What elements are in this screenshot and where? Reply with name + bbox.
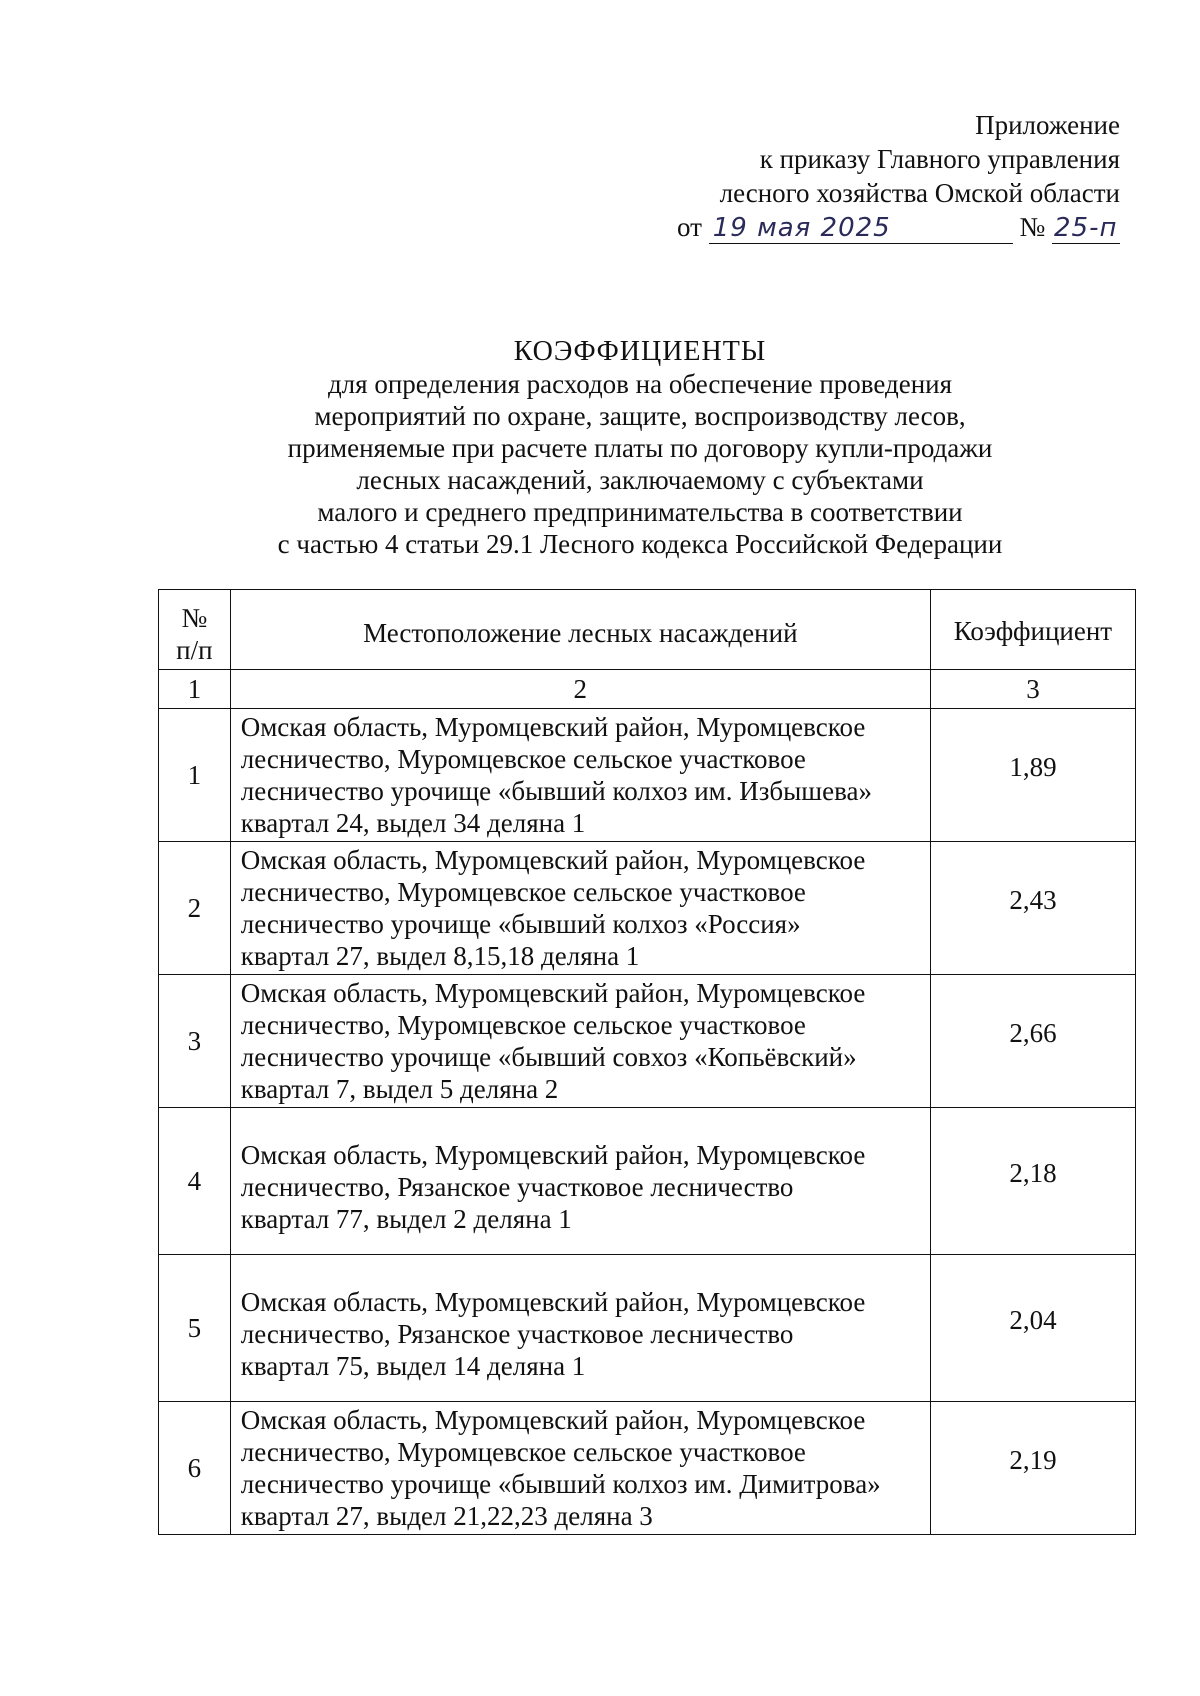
number-prefix: № <box>1019 212 1046 242</box>
header-location: Местоположение лесных насаждений <box>230 590 930 670</box>
appendix-order-reference: к приказу Главного управления <box>759 144 1120 174</box>
location-line: Омская область, Муромцевский район, Муромцевское <box>240 845 866 875</box>
title-subline: применяемые при расчете платы по договору купли-продажи <box>287 433 993 463</box>
table-header-row <box>159 590 1136 670</box>
row-coefficient <box>930 1108 1135 1255</box>
row-coefficient <box>930 1402 1135 1535</box>
order-number-handwritten: 25-п <box>1054 213 1118 243</box>
location-line: Омская область, Муромцевский район, Муромцевское <box>240 1405 866 1435</box>
row-location <box>230 1108 930 1255</box>
document-heading: КОЭФФИЦИЕНТЫ <box>513 336 767 367</box>
location-line: лесничество, Муромцевское сельское участковое <box>240 744 806 774</box>
order-date-handwritten: 19 мая 2025 <box>712 213 891 243</box>
table-row <box>159 975 1136 1108</box>
location-line: квартал 27, выдел 8,15,18 деляна 1 <box>240 941 640 971</box>
coefficient-value: 2,18 <box>1009 1158 1057 1188</box>
table-row <box>159 842 1136 975</box>
header-number-abbrev: п/п <box>176 635 213 665</box>
row-coefficient <box>930 1255 1135 1402</box>
title-subline: мероприятий по охране, защите, воспроизводству лесов, <box>314 401 966 431</box>
location-line: квартал 27, выдел 21,22,23 деляна 3 <box>240 1501 653 1531</box>
column-index-row <box>159 670 1136 709</box>
document-title-block <box>200 336 1080 560</box>
coefficient-value: 2,04 <box>1009 1305 1057 1335</box>
coefficient-value: 2,66 <box>1009 1018 1057 1048</box>
title-subline: малого и среднего предпринимательства в соответствии <box>317 497 963 527</box>
location-line: Омская область, Муромцевский район, Муромцевское <box>240 1140 866 1170</box>
order-number-field <box>1052 212 1120 244</box>
row-coefficient <box>930 842 1135 975</box>
row-number: 5 <box>159 1255 231 1402</box>
coefficient-value: 2,43 <box>1009 885 1057 915</box>
location-line: лесничество урочище «бывший колхоз «Россия» <box>240 909 801 939</box>
row-number: 2 <box>159 842 231 975</box>
header-number-sign: № <box>181 603 208 633</box>
row-location <box>230 1255 930 1402</box>
location-line: лесничество, Рязанское участковое лесничество <box>240 1172 794 1202</box>
appendix-authority: лесного хозяйства Омской области <box>719 178 1120 208</box>
location-line: Омская область, Муромцевский район, Муромцевское <box>240 712 866 742</box>
location-line: лесничество, Рязанское участковое лесничество <box>240 1319 794 1349</box>
location-line: лесничество, Муромцевское сельское участковое <box>240 877 806 907</box>
location-line: лесничество, Муромцевское сельское участковое <box>240 1437 806 1467</box>
row-number: 3 <box>159 975 231 1108</box>
table-row <box>159 1402 1136 1535</box>
row-coefficient <box>930 975 1135 1108</box>
row-number: 4 <box>159 1108 231 1255</box>
header-coefficient: Коэффициент <box>930 590 1135 670</box>
location-line: лесничество урочище «бывший совхоз «Копьёвский» <box>240 1042 857 1072</box>
date-prefix: от <box>677 212 702 242</box>
location-line: квартал 77, выдел 2 деляна 1 <box>240 1204 572 1234</box>
location-line: лесничество урочище «бывший колхоз им. Избышева» <box>240 776 872 806</box>
appendix-title: Приложение <box>975 110 1120 140</box>
row-location <box>230 975 930 1108</box>
title-subline: для определения расходов на обеспечение проведения <box>327 369 953 399</box>
row-coefficient <box>930 709 1135 842</box>
appendix-date-line <box>600 210 1120 244</box>
coefficient-value: 1,89 <box>1009 752 1057 782</box>
location-line: лесничество урочище «бывший колхоз им. Димитрова» <box>240 1469 881 1499</box>
table-row <box>159 1255 1136 1402</box>
column-index: 2 <box>230 670 930 709</box>
row-number: 6 <box>159 1402 231 1535</box>
row-number: 1 <box>159 709 231 842</box>
title-subline: с частью 4 статьи 29.1 Лесного кодекса Российской Федерации <box>277 529 1003 559</box>
row-location <box>230 709 930 842</box>
row-location <box>230 842 930 975</box>
location-line: лесничество, Муромцевское сельское участковое <box>240 1010 806 1040</box>
table-row <box>159 1108 1136 1255</box>
column-index: 3 <box>930 670 1135 709</box>
row-location <box>230 1402 930 1535</box>
title-subline: лесных насаждений, заключаемому с субъектами <box>356 465 924 495</box>
location-line: квартал 24, выдел 34 деляна 1 <box>240 808 586 838</box>
coefficient-value: 2,19 <box>1009 1445 1057 1475</box>
location-line: квартал 75, выдел 14 деляна 1 <box>240 1351 586 1381</box>
table-row <box>159 709 1136 842</box>
location-line: квартал 7, выдел 5 деляна 2 <box>240 1074 559 1104</box>
order-date-field <box>709 212 1013 244</box>
column-index: 1 <box>159 670 231 709</box>
location-line: Омская область, Муромцевский район, Муромцевское <box>240 978 866 1008</box>
coefficients-table <box>158 589 1136 1535</box>
location-line: Омская область, Муромцевский район, Муромцевское <box>240 1287 866 1317</box>
header-number <box>159 590 231 670</box>
appendix-header <box>600 108 1120 244</box>
